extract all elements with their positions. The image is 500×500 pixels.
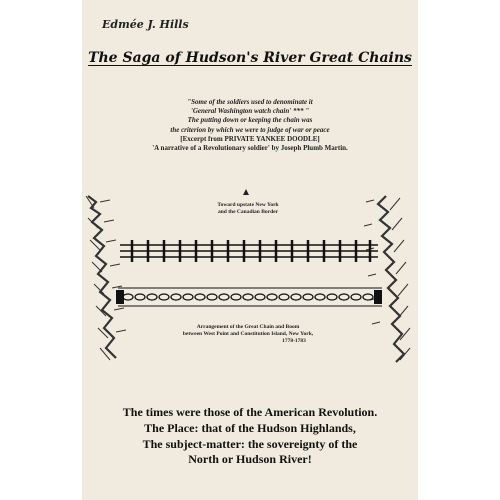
boom-icon xyxy=(120,240,378,262)
chain-diagram xyxy=(82,178,418,378)
diagram-top-label: Toward upstate New York xyxy=(217,202,279,208)
source-line: [Excerpt from PRIVATE YANKEE DOODLE] xyxy=(180,134,320,143)
epigraph xyxy=(102,98,398,153)
quote-line: the criterion by which we were to judge of war or peace xyxy=(170,125,330,134)
blurb-line: North or Hudson River! xyxy=(188,452,312,467)
blurb-line: The subject-matter: the sovereignty of the xyxy=(142,436,358,451)
diagram-top-label: and the Canadian Border xyxy=(217,209,279,215)
blurb-line: The times were those of the American Revolution. xyxy=(122,405,378,419)
east-bank-icon xyxy=(364,196,410,362)
diagram-caption: Arrangement of the Great Chain and Boom xyxy=(196,324,300,330)
quote-line: "Some of the soldiers used to denominate it xyxy=(187,98,313,106)
source-line: 'A narrative of a Revolutionary soldier' by Joseph Plumb Martin. xyxy=(152,144,348,153)
north-arrow-icon xyxy=(243,189,249,195)
cover-blurb xyxy=(82,405,418,468)
great-chain-icon xyxy=(116,288,382,306)
diagram-dates: 1778-1783 xyxy=(282,338,306,344)
book-title: The Saga of Hudson's River Great Chains xyxy=(88,50,412,66)
quote-line: 'General Washington watch chain' *** " xyxy=(190,107,310,116)
west-bank-icon xyxy=(86,196,126,360)
author-name: Edmée J. Hills xyxy=(102,18,189,31)
blurb-line: The Place: that of the Hudson Highlands, xyxy=(144,420,356,435)
quote-line: The putting down or keeping the chain was xyxy=(187,116,313,125)
diagram-caption: between West Point and Constitution Island, New York, xyxy=(182,331,314,337)
book-cover xyxy=(82,0,418,500)
